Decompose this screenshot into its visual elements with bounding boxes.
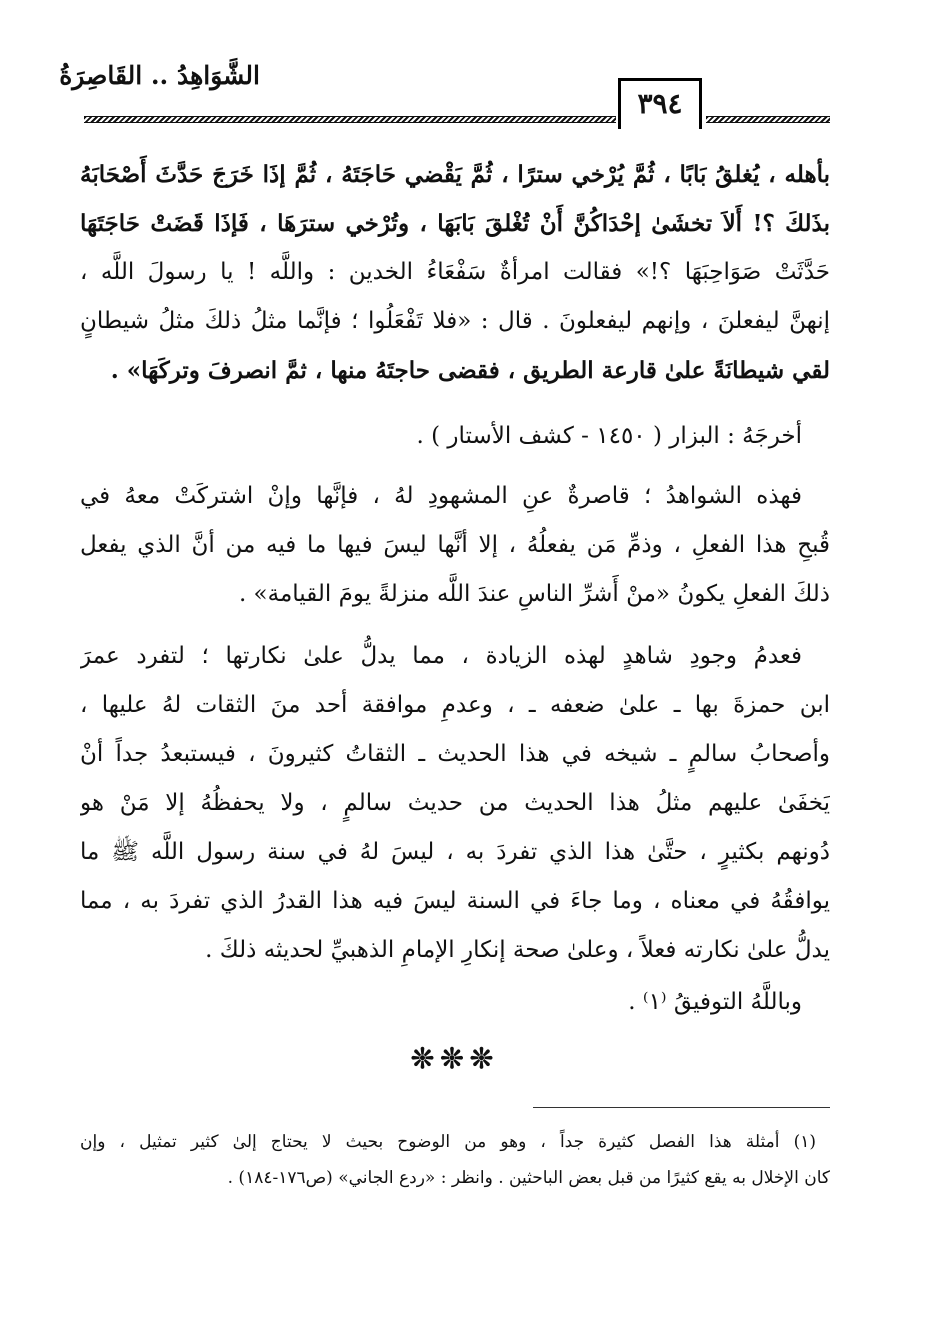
footnotes bbox=[80, 1124, 830, 1196]
text-line: بأهله ، يُغلقُ بَابًا ، ثُمَّ يُرْخي سترًا ، ثُمَّ يَقْضي حَاجَتَهُ ، ثُمَّ إذَا خَرَجَ حَدَّثَ أَصْحَابَهُ bbox=[80, 161, 830, 188]
text-line: يدلُّ علىٰ نكارته فعلاً ، وعلىٰ صحة إنكارِ الإمامِ الذهبيِّ لحديثه ذلكَ . bbox=[205, 937, 830, 963]
text-line: ابن حمزةَ بها ـ علىٰ ضعفه ـ ، وعدمِ موافقة أحد منَ الثقات لهُ عليها ، bbox=[80, 692, 830, 718]
text-line: يَخفَىٰ عليهم مثلُ هذا الحديث من حديث سالمٍ ، ولا يحفظُهُ إلا مَنْ هو bbox=[80, 790, 830, 816]
text-line: لقي شيطانَةً علىٰ قارعة الطريق ، فقضى حاجتَهُ منها ، ثمَّ انصرفَ وتركَهَا» . bbox=[110, 357, 830, 384]
running-title: الشَّوَاهِدُ .. القَاصِرَةُ bbox=[59, 61, 260, 90]
footnote-line: كان الإخلال به يقع كثيرًا من قبل بعض الباحثين . وانظر : «ردع الجاني» (ص١٧٦-١٨٤) . bbox=[227, 1168, 830, 1188]
footnote-line: (١) أمثلة هذا الفصل كثيرة جداً ، وهو من الوضوح بحيث لا يحتاج إلىٰ كثير تمثيل ، وإن bbox=[80, 1132, 816, 1152]
section-separator: ❊❊❊ bbox=[410, 1042, 500, 1075]
paragraph-3 bbox=[80, 632, 830, 975]
header-rule-left bbox=[84, 116, 616, 123]
text-line: قُبحِ هذا الفعلِ ، وذمِّ مَن يفعلُهُ ، إلا أنَّها ليسَ فيها ما فيه من أنَّ الذي يفعل bbox=[80, 532, 830, 558]
text-line: وباللَّهُ التوفيقُ ⁽١⁾ . bbox=[628, 989, 802, 1015]
closing-line bbox=[80, 978, 830, 1027]
text-line: أخرجَهُ : البزار ( ١٤٥٠ - كشف الأستار ) . bbox=[416, 423, 802, 449]
takhrij-line bbox=[80, 412, 830, 461]
text-line: دُونهم بكثيرٍ ، حتَّىٰ هذا الذي تفردَ به ، ليسَ لهُ في سنة رسول اللَّه ﷺ ما bbox=[80, 839, 830, 865]
paragraph-2 bbox=[80, 472, 830, 619]
text-line: يوافقُهُ في معناه ، وما جاءَ في السنة ليسَ فيه هذا القدرُ الذي تفردَ به ، مما bbox=[80, 888, 830, 914]
text-line: فعدمُ وجودِ شاهدٍ لهذه الزيادة ، مما يدلُّ علىٰ نكارتها ؛ لتفرد عمرَ bbox=[80, 643, 802, 669]
text-line: بذَلكَ ؟! أَلاَ تخشَىٰ إحْدَاكُنَّ أَنْ تُغْلقَ بَابَهَا ، وتُرْخي سترَهَا ، فَإذَا قَضَتْ حَاجَتَهَا bbox=[80, 210, 830, 237]
header-rule-right bbox=[706, 116, 830, 123]
text-line: وأصحابُ سالمٍ ـ شيخه في هذا الحديث ـ الثقاتُ كثيرونَ ، فيستبعدُ جداً أنْ bbox=[80, 741, 830, 767]
footnote-divider bbox=[533, 1107, 830, 1108]
text-line: حَدَّثَتْ صَوَاحِبَهَا ؟!» فقالت امرأةٌ سَفْعَاءُ الخدين : واللَّه ! يا رسولَ اللَّه ، bbox=[80, 259, 830, 285]
page-number: ٣٩٤ bbox=[618, 78, 702, 129]
paragraph-1 bbox=[80, 150, 830, 395]
text-line: إنهنَّ ليفعلنَ ، وإنهم ليفعلونَ . قال : «فلا تَفْعَلُوا ؛ فإنَّما مثلُ ذلكَ مثلُ شيطانٍ bbox=[80, 308, 830, 334]
text-line: ذلكَ الفعلِ يكونُ «منْ أَشرِّ الناسِ عندَ اللَّه منزلةً يومَ القيامة» . bbox=[238, 581, 830, 607]
text-line: فهذه الشواهدُ ؛ قاصرةٌ عنِ المشهودِ لهُ ، فإنَّها وإنْ اشتركَتْ معهُ في bbox=[80, 483, 802, 509]
